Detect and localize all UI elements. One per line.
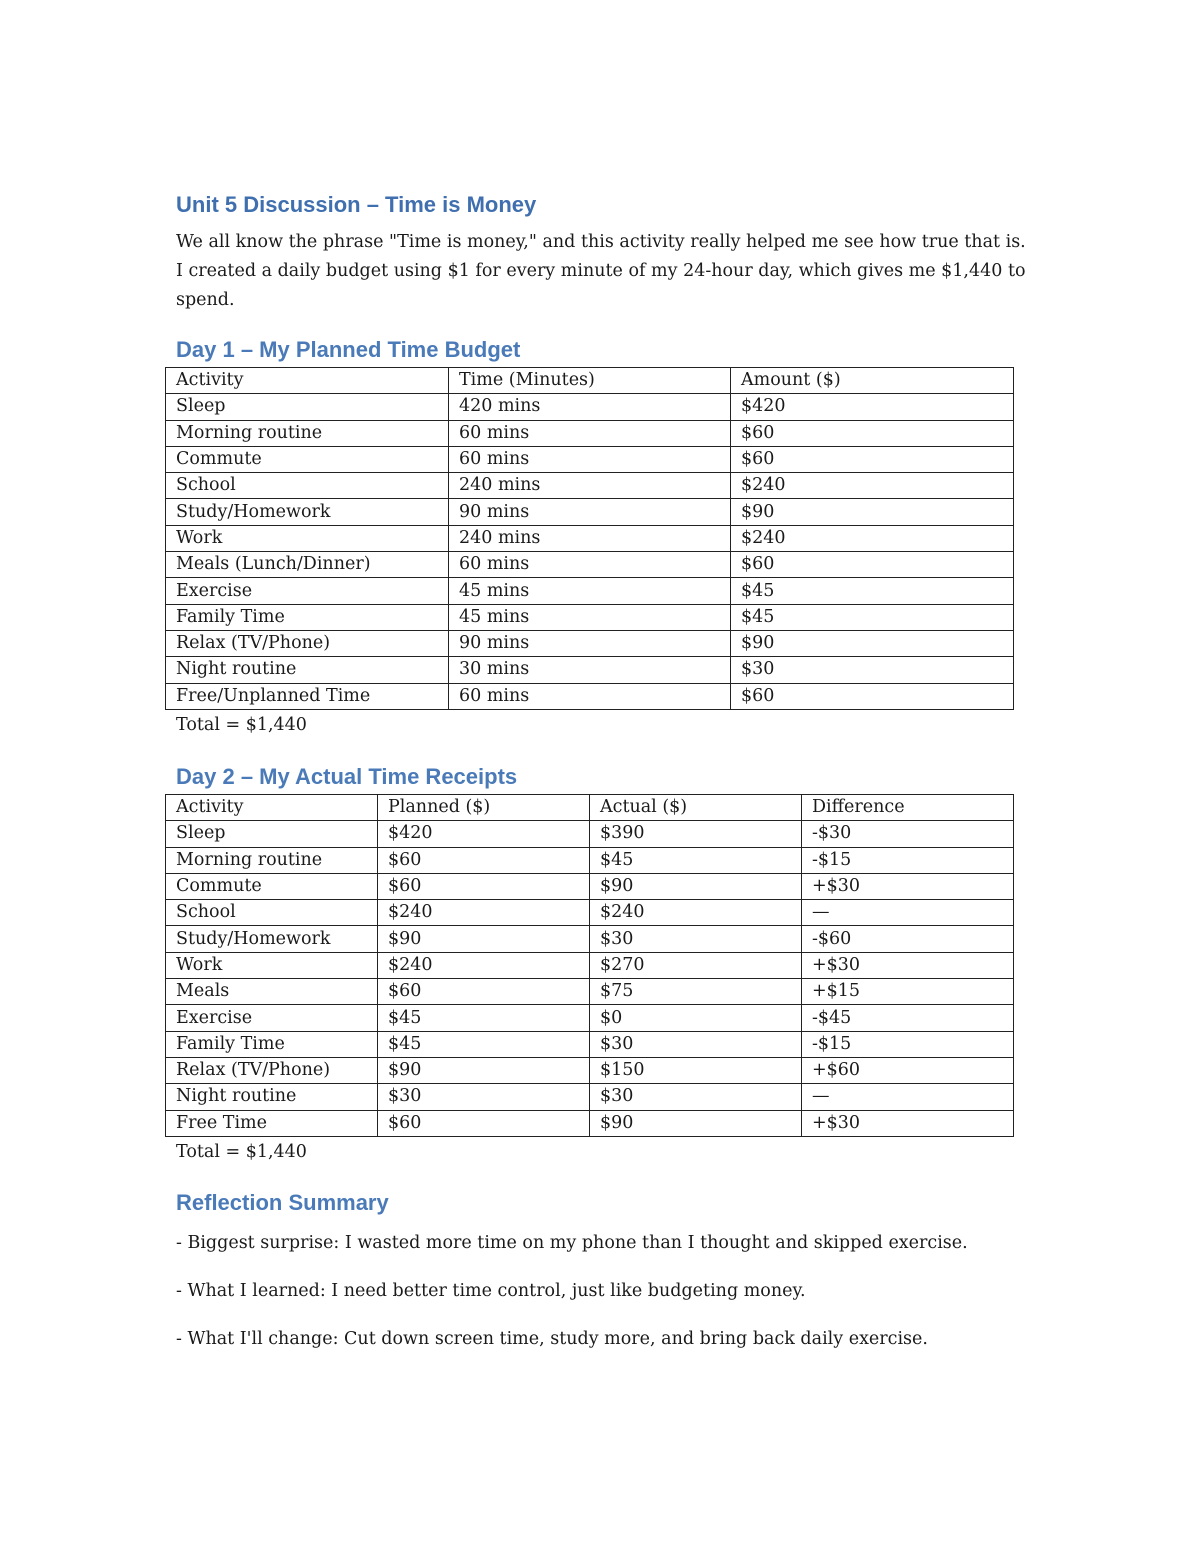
table-row — [166, 473, 1014, 499]
table-cell: Night routine — [166, 657, 449, 683]
table-header-row — [166, 368, 1014, 394]
reflection-point: - What I learned: I need better time control, just like budgeting money. — [176, 1281, 806, 1301]
table-cell: Family Time — [166, 1031, 378, 1057]
table-header-cell: Activity — [166, 795, 378, 821]
table-cell: $60 — [731, 446, 1014, 472]
table-cell: Free Time — [166, 1110, 378, 1136]
day2-total: Total = $1,440 — [176, 1141, 307, 1162]
table-cell: Study/Homework — [166, 499, 449, 525]
table-row — [166, 1031, 1014, 1057]
table-cell: $240 — [731, 525, 1014, 551]
table-cell: $45 — [731, 578, 1014, 604]
table-cell: Relax (TV/Phone) — [166, 1057, 378, 1083]
table-cell: 420 mins — [449, 394, 731, 420]
table-cell: Morning routine — [166, 420, 449, 446]
table-row — [166, 1057, 1014, 1083]
table-row — [166, 420, 1014, 446]
table-cell: $90 — [590, 1110, 802, 1136]
table-cell: -$30 — [802, 821, 1014, 847]
reflection-point: - What I'll change: Cut down screen time, study more, and bring back daily exercise. — [176, 1329, 928, 1349]
table-cell: $0 — [590, 1005, 802, 1031]
table-row — [166, 578, 1014, 604]
table-cell: $240 — [731, 473, 1014, 499]
table-header-cell: Difference — [802, 795, 1014, 821]
table-row — [166, 1110, 1014, 1136]
day1-heading: Day 1 – My Planned Time Budget — [176, 337, 521, 362]
table-cell: 90 mins — [449, 499, 731, 525]
table-cell: 240 mins — [449, 525, 731, 551]
table-cell: $30 — [590, 1084, 802, 1110]
table-cell: Morning routine — [166, 847, 378, 873]
table-cell: $390 — [590, 821, 802, 847]
day2-heading: Day 2 – My Actual Time Receipts — [176, 764, 518, 789]
table-header-cell: Planned ($) — [378, 795, 590, 821]
table-cell: +$30 — [802, 1110, 1014, 1136]
table-cell: $75 — [590, 979, 802, 1005]
table-cell: $240 — [378, 952, 590, 978]
table-cell: Work — [166, 525, 449, 551]
table-row — [166, 630, 1014, 656]
table-cell: -$45 — [802, 1005, 1014, 1031]
table-cell: $30 — [731, 657, 1014, 683]
table-row — [166, 821, 1014, 847]
table-cell: Commute — [166, 446, 449, 472]
table-cell: $45 — [590, 847, 802, 873]
table-cell: Study/Homework — [166, 926, 378, 952]
table-cell: $240 — [378, 900, 590, 926]
table-row — [166, 1084, 1014, 1110]
table-row — [166, 979, 1014, 1005]
table-row — [166, 683, 1014, 709]
table-cell: -$15 — [802, 1031, 1014, 1057]
table-cell: 60 mins — [449, 420, 731, 446]
table-cell: $90 — [731, 630, 1014, 656]
table-row — [166, 552, 1014, 578]
table-row — [166, 657, 1014, 683]
table-cell: — — [802, 900, 1014, 926]
table-cell: $60 — [731, 552, 1014, 578]
table-cell: School — [166, 473, 449, 499]
table-cell: $90 — [731, 499, 1014, 525]
table-cell: Meals (Lunch/Dinner) — [166, 552, 449, 578]
table-row — [166, 394, 1014, 420]
table-cell: $30 — [590, 926, 802, 952]
table-cell: 30 mins — [449, 657, 731, 683]
table-cell: $420 — [731, 394, 1014, 420]
table-cell: 45 mins — [449, 604, 731, 630]
table-row — [166, 873, 1014, 899]
table-row — [166, 604, 1014, 630]
table-header-cell: Activity — [166, 368, 449, 394]
table-cell: $30 — [590, 1031, 802, 1057]
table-cell: — — [802, 1084, 1014, 1110]
reflection-section — [176, 1188, 1026, 1352]
table-cell: $60 — [378, 847, 590, 873]
table-cell: Family Time — [166, 604, 449, 630]
table-cell: 45 mins — [449, 578, 731, 604]
intro-paragraph: We all know the phrase "Time is money," and this activity really helped me see how true that is. I created a daily budget using $1 for every minute of my 24-hour day, which gives me $1,440 to spend. — [176, 232, 1026, 310]
table-cell: $90 — [378, 926, 590, 952]
table-row — [166, 446, 1014, 472]
table-cell: -$15 — [802, 847, 1014, 873]
table-cell: $60 — [731, 420, 1014, 446]
table-cell: $150 — [590, 1057, 802, 1083]
table-cell: 90 mins — [449, 630, 731, 656]
table-cell: $60 — [378, 1110, 590, 1136]
table-cell: $90 — [378, 1057, 590, 1083]
table-header-cell: Actual ($) — [590, 795, 802, 821]
table-cell: $270 — [590, 952, 802, 978]
table-cell: $30 — [378, 1084, 590, 1110]
table-cell: $45 — [731, 604, 1014, 630]
table-cell: Relax (TV/Phone) — [166, 630, 449, 656]
reflection-heading: Reflection Summary — [176, 1190, 389, 1215]
table-cell: Sleep — [166, 394, 449, 420]
table-header-row — [166, 795, 1014, 821]
table-cell: Free/Unplanned Time — [166, 683, 449, 709]
table-cell: +$15 — [802, 979, 1014, 1005]
table-cell: Work — [166, 952, 378, 978]
table-cell: $45 — [378, 1005, 590, 1031]
table-cell: Meals — [166, 979, 378, 1005]
table-cell: 60 mins — [449, 683, 731, 709]
document-title: Unit 5 Discussion – Time is Money — [176, 192, 537, 217]
day1-section — [176, 335, 1026, 738]
day1-total: Total = $1,440 — [176, 714, 307, 735]
table-cell: $60 — [731, 683, 1014, 709]
table-row — [166, 847, 1014, 873]
table-cell: +$30 — [802, 952, 1014, 978]
table-cell: 60 mins — [449, 552, 731, 578]
table-cell: 60 mins — [449, 446, 731, 472]
table-row — [166, 525, 1014, 551]
table-row — [166, 1005, 1014, 1031]
day1-table — [165, 367, 1014, 710]
table-cell: Night routine — [166, 1084, 378, 1110]
table-cell: $90 — [590, 873, 802, 899]
table-cell: Exercise — [166, 1005, 378, 1031]
table-cell: $420 — [378, 821, 590, 847]
day2-section — [176, 762, 1026, 1165]
table-cell: $60 — [378, 979, 590, 1005]
day2-table — [165, 794, 1014, 1137]
table-cell: Sleep — [166, 821, 378, 847]
table-cell: $60 — [378, 873, 590, 899]
table-cell: +$30 — [802, 873, 1014, 899]
table-cell: 240 mins — [449, 473, 731, 499]
table-row — [166, 499, 1014, 525]
intro-section — [176, 190, 1026, 315]
table-cell: +$60 — [802, 1057, 1014, 1083]
table-cell: School — [166, 900, 378, 926]
table-header-cell: Amount ($) — [731, 368, 1014, 394]
table-row — [166, 952, 1014, 978]
table-cell: Commute — [166, 873, 378, 899]
table-cell: Exercise — [166, 578, 449, 604]
table-cell: $45 — [378, 1031, 590, 1057]
table-cell: -$60 — [802, 926, 1014, 952]
table-row — [166, 900, 1014, 926]
reflection-point: - Biggest surprise: I wasted more time on my phone than I thought and skipped exercise. — [176, 1233, 968, 1253]
table-header-cell: Time (Minutes) — [449, 368, 731, 394]
table-row — [166, 926, 1014, 952]
table-cell: $240 — [590, 900, 802, 926]
